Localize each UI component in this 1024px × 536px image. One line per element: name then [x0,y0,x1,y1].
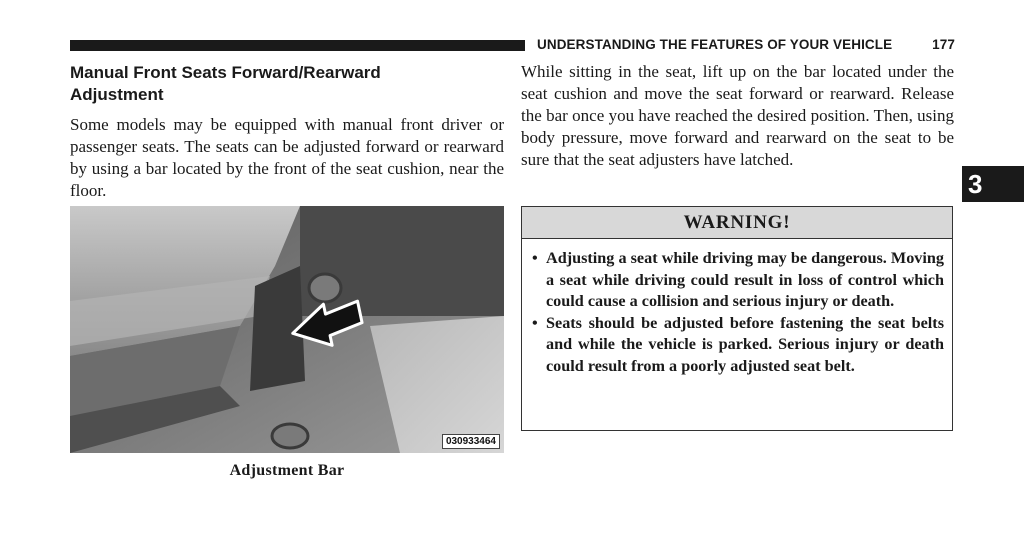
instructions-paragraph: While sitting in the seat, lift up on the bar located under the seat cushion and move the seat forward or rearward. Release the bar once you have reached the desired position. Then, using body pressure, move forward and rearward on the seat to be sure that the seat adjusters have latched. [521,62,954,169]
seat-track-bracket [309,274,341,302]
warning-item [530,313,944,378]
warning-item-text: Seats should be adjusted before fastening the seat belts and while the vehicle is parked. Serious injury or death could result from a poorly adjusted seat belt. [546,313,944,375]
figure-id-label: 030933464 [442,434,500,449]
header-rule [70,40,525,51]
warning-title: WARNING! [522,207,952,239]
section-title [70,62,510,106]
section-title-line2: Adjustment [70,85,164,104]
bullet-icon: • [532,249,538,267]
warning-list [522,239,952,377]
figure-caption: Adjustment Bar [229,462,345,479]
bullet-icon: • [532,313,538,332]
page-number: 177 [932,37,955,52]
intro-paragraph: Some models may be equipped with manual front driver or passenger seats. The seats can be adjusted forward or rearward by using a bar located by the front of the seat cushion, near the floor. [70,115,504,200]
running-title: UNDERSTANDING THE FEATURES OF YOUR VEHICLE [537,37,893,52]
running-header [537,37,955,52]
warning-item-text: Adjusting a seat while driving may be dangerous. Moving a seat while driving could result in loss of control which could cause a collision and serious injury or death. [546,249,944,310]
chapter-tab: 3 [962,166,1024,202]
warning-item [530,248,944,313]
warning-box [521,206,953,431]
adjustment-bar-figure [70,206,504,453]
section-title-line1: Manual Front Seats Forward/Rearward [70,63,381,82]
seat-photo-illustration [70,206,504,453]
